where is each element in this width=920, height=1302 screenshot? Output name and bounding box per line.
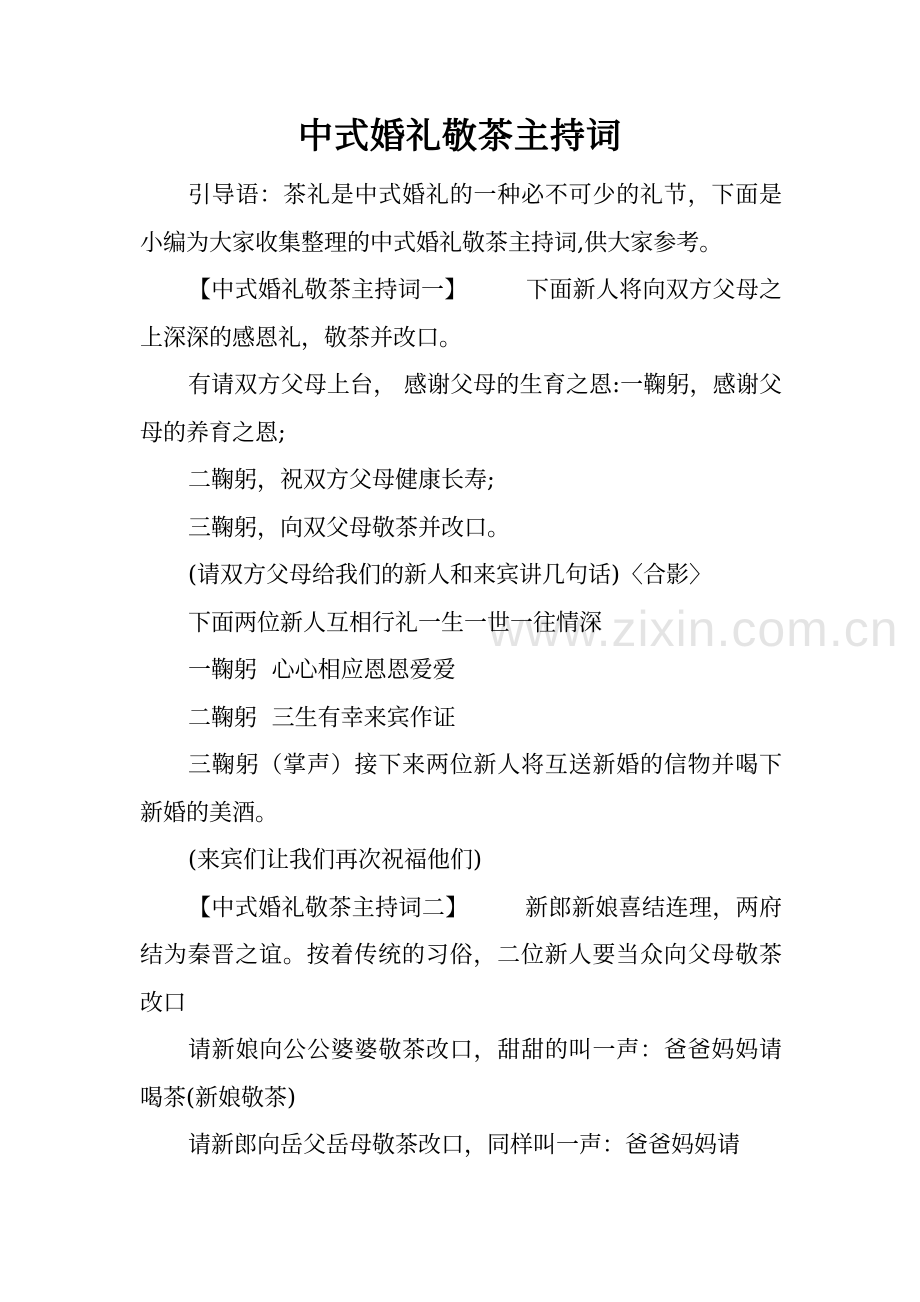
section-heading-two: 【中式婚礼敬茶主持词二】 [188,894,469,921]
paragraph-couple-bow: 下面两位新人互相行礼一生一世一往情深 [188,609,602,636]
document-body [140,172,782,1170]
section-one-text: 下面新人将向双方父母之上深深的感恩礼，敬茶并改口。 [140,277,783,351]
paragraph-couple-first-bow: 一鞠躬 心心相应恩恩爱爱 [188,657,456,683]
paragraph-blessing: (来宾们让我们再次祝福他们) [188,847,482,873]
paragraph-couple-third-bow: 三鞠躬（掌声）接下来两位新人将互送新婚的信物并喝下新婚的美酒。 [140,752,782,826]
watermark: www.zixin.com.cn [488,601,899,657]
section-two-paragraph [140,885,782,1028]
section-heading-one: 【中式婚礼敬茶主持词一】 [188,277,468,303]
paragraph-parents-speech: (请双方父母给我们的新人和来宾讲几句话)〈合影〉 [188,562,712,588]
paragraph-groom-tea: 请新郎向岳父岳母敬茶改口，同样叫一声：爸爸妈妈请 [188,1132,740,1158]
intro-paragraph: 引导语：茶礼是中式婚礼的一种必不可少的礼节，下面是小编为大家收集整理的中式婚礼敬茶主持词,供大家参考。 [140,182,782,256]
paragraph-bride-tea: 请新娘向公公婆婆敬茶改口，甜甜的叫一声：爸爸妈妈请喝茶(新娘敬茶) [140,1037,782,1111]
paragraph-couple-second-bow: 二鞠躬 三生有幸来宾作证 [188,704,456,731]
paragraph-second-bow: 二鞠躬，祝双方父母健康长寿; [188,467,495,493]
document-title: 中式婚礼敬茶主持词 [297,116,622,157]
section-two-text: 新郎新娘喜结连理，两府结为秦晋之谊。按着传统的习俗，二位新人要当众向父母敬茶改口 [140,894,783,1016]
paragraph-third-bow: 三鞠躬，向双父母敬茶并改口。 [188,514,510,541]
section-one-paragraph [140,267,782,362]
paragraph-thanks-parents: 有请双方父母上台， 感谢父母的生育之恩:一鞠躬，感谢父母的养育之恩; [140,372,782,446]
